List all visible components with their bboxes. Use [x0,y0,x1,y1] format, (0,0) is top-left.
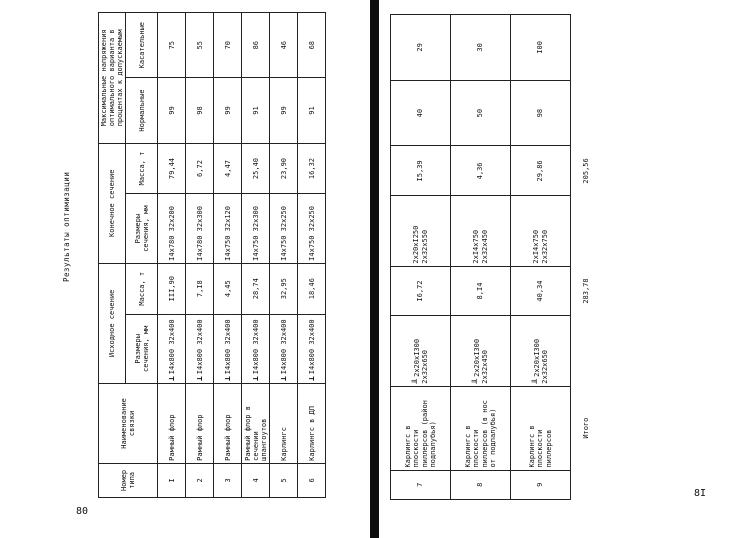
element-name: Карлингс в плоскости пиллерсов (район подпалубья) [391,386,451,470]
initial-mass: 32,95 [270,263,298,314]
col-initial-group: Исходное сечение [99,263,126,383]
row-number: 2 [186,463,214,497]
stress-tangential: 55 [186,13,214,78]
spacer [571,15,601,81]
element-name: Карлингс в плоскости пиллерсов [511,386,571,470]
col-type-number: Номер типа [99,463,158,497]
table-caption: Результаты оптимизации [62,171,71,282]
table-row [186,13,214,498]
optimal-mass: 6,72 [186,143,214,194]
element-name: Карлингс [270,384,298,464]
col-init-mass: Масса, т [126,263,158,314]
stress-normal: 99 [158,78,186,143]
spacer [571,196,601,266]
row-number: 4 [242,463,270,497]
stress-tangential: I00 [511,15,571,81]
total-label: Итого [581,417,590,439]
stress-tangential: 75 [158,13,186,78]
optimal-section: I4x780 32x300 [186,194,214,263]
initial-mass: 28,74 [242,263,270,314]
stress-normal: 91 [298,78,326,143]
spacer [571,470,601,499]
stress-tangential: 29 [391,15,451,81]
initial-section [511,316,571,386]
row-number: 9 [511,470,571,499]
optimal-section: 2xI4x750 2x32x450 [451,196,511,266]
section-symbol-icon: ⊥ [223,376,233,382]
optimal-section: 2x20xI250 2x32x550 [391,196,451,266]
initial-section-sizes: I4x800 32x400 [280,319,289,375]
initial-mass: I6,72 [391,266,451,316]
element-name: Карлингс в ДП [298,384,326,464]
optimal-section: I4x750 32x120 [214,194,242,263]
col-stress-group: Максимальные напряжения оптимального варианта в процентах к допускаемым [99,13,126,144]
initial-section-sizes: I4x800 32x400 [224,319,233,375]
optimal-mass: 79,44 [158,143,186,194]
spacer [571,316,601,386]
section-symbol-icon: ⊥ [279,376,289,382]
initial-mass: 4,45 [214,263,242,314]
stress-tangential: 68 [298,13,326,78]
row-number: 5 [270,463,298,497]
initial-mass: III,90 [158,263,186,314]
section-symbol-icon: ╨ [531,378,541,384]
stress-tangential: 86 [242,13,270,78]
initial-section-sizes: I4x800 32x400 [308,319,317,375]
col-tangential: Касательные [126,13,158,78]
element-name: Рамный флор [158,384,186,464]
initial-mass: 7,I8 [186,263,214,314]
stress-normal: 91 [242,78,270,143]
optimal-section: I4x750 32x250 [270,194,298,263]
table-row [242,13,270,498]
table-row [158,13,186,498]
right-page [378,0,735,538]
initial-section [270,314,298,383]
total-optimal-mass: 205,56 [581,158,590,184]
stress-normal: 99 [270,78,298,143]
table-row [214,13,242,498]
table-row [298,13,326,498]
totals-row [571,15,601,500]
stress-tangential: 30 [451,15,511,81]
element-name: Рамный флор в сечении шпангоутов [242,384,270,464]
row-number: I [158,463,186,497]
spacer [571,80,601,146]
col-normal: Нормальные [126,78,158,143]
row-number: 6 [298,463,326,497]
element-name: Рамный флор [186,384,214,464]
initial-section-sizes: 2x20xI300 2x32x650 [412,338,430,384]
optimal-mass: 23,90 [270,143,298,194]
section-symbol-icon: ╨ [471,378,481,384]
optimal-mass: 4,36 [451,146,511,196]
initial-section-sizes: 2x20xI300 2x32x450 [472,338,490,384]
initial-section [391,316,451,386]
optimal-mass: 4,47 [214,143,242,194]
page-number-left: 80 [76,506,89,517]
initial-mass: 40,34 [511,266,571,316]
optimal-section: 2xI4x750 2x32x750 [511,196,571,266]
col-optimal-group: Конечное сечение [99,143,126,263]
initial-section [214,314,242,383]
section-symbol-icon: ⊥ [251,376,261,382]
col-element-name: Наименование связки [99,384,158,464]
stress-normal: 99 [214,78,242,143]
stress-normal: 98 [186,78,214,143]
section-symbol-icon: ⊥ [195,376,205,382]
results-table-left [98,12,326,498]
table-row [511,15,571,500]
row-number: 8 [451,470,511,499]
initial-section [298,314,326,383]
element-name: Рамный флор [214,384,242,464]
initial-mass: 18,46 [298,263,326,314]
stress-normal: 50 [451,80,511,146]
optimal-section: I4x750 32x250 [298,194,326,263]
section-symbol-icon: ╨ [411,378,421,384]
initial-mass: 8,I4 [451,266,511,316]
row-number: 3 [214,463,242,497]
results-table-right [390,14,601,500]
element-name: Карлингс в плоскости пиллерсов (в нос от подпалубья) [451,386,511,470]
initial-section-sizes: 2x20xI300 2x32x650 [532,338,550,384]
table-row [270,13,298,498]
page-number-right: 8I [694,488,707,499]
total-initial-mass: 283,78 [581,278,590,304]
stress-normal: 98 [511,80,571,146]
stress-tangential: 70 [214,13,242,78]
section-symbol-icon: ⊥ [167,376,177,382]
initial-section [158,314,186,383]
initial-section-sizes: I4x800 32x400 [168,319,177,375]
col-opt-mass: Масса, т [126,143,158,194]
optimal-mass: 16,32 [298,143,326,194]
initial-section-sizes: I4x800 32x400 [252,319,261,375]
row-number: 7 [391,470,451,499]
stress-normal: 40 [391,80,451,146]
col-opt-sizes: Размеры сечения, мм [126,194,158,263]
table-row [391,15,451,500]
optimal-mass: I5,39 [391,146,451,196]
stress-tangential: 46 [270,13,298,78]
optimal-mass: 29,86 [511,146,571,196]
optimal-mass: 25,40 [242,143,270,194]
initial-section [451,316,511,386]
initial-section-sizes: I4x800 32x400 [196,319,205,375]
initial-section [242,314,270,383]
optimal-section: I4x780 32x200 [158,194,186,263]
table-row [451,15,511,500]
optimal-section: I4x750 32x300 [242,194,270,263]
section-symbol-icon: ⊥ [307,376,317,382]
initial-section [186,314,214,383]
col-init-sizes: Размеры сечения, мм [126,314,158,383]
